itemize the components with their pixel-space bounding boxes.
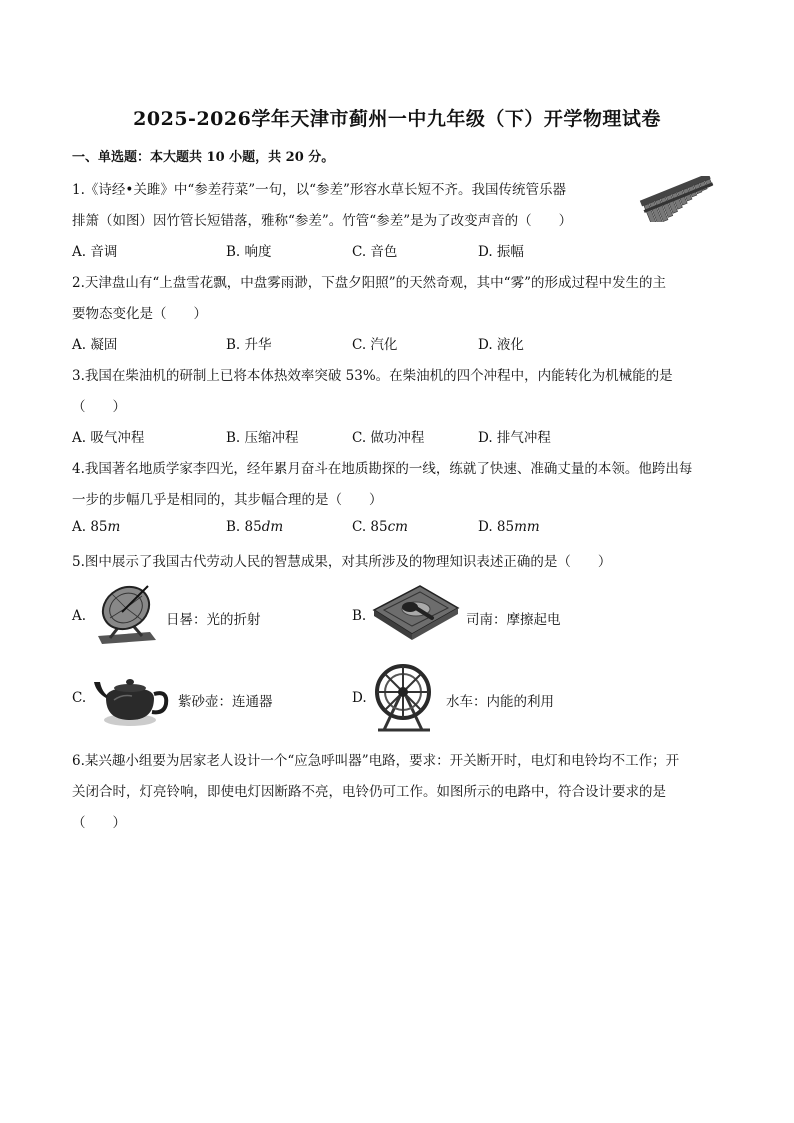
q1-option-c: C. 音色 bbox=[352, 244, 398, 260]
question-1-line-2: 排箫（如图）因竹管长短错落，雅称“参差”。竹管“参差”是为了改变声音的（ ） bbox=[72, 213, 573, 229]
q3-option-b: B. 压缩冲程 bbox=[226, 430, 299, 446]
q5-option-d-letter: D. bbox=[352, 690, 367, 706]
question-6-line-2: 关闭合时，灯亮铃响，即使电灯因断路不亮，电铃仍可工作。如图所示的电路中，符合设计要求的是 bbox=[72, 784, 666, 800]
q5-option-c-letter: C. bbox=[72, 690, 87, 706]
question-5-line-1: 5.图中展示了我国古代劳动人民的智慧成果，对其所涉及的物理知识表述正确的是（ ） bbox=[72, 554, 612, 570]
q2-option-a: A. 凝固 bbox=[72, 337, 118, 353]
q4-option-b: B. 85dm bbox=[226, 519, 284, 535]
question-6-line-3: （ ） bbox=[72, 815, 126, 831]
q3-option-d: D. 排气冲程 bbox=[478, 430, 551, 446]
q3-option-c: C. 做功冲程 bbox=[352, 430, 425, 446]
q2-option-c: C. 汽化 bbox=[352, 337, 398, 353]
q5-option-d-caption: 水车：内能的利用 bbox=[446, 694, 554, 710]
q5-option-b-letter: B. bbox=[352, 608, 367, 624]
q4-option-c: C. 85cm bbox=[352, 519, 408, 535]
question-2-line-2: 要物态变化是（ ） bbox=[72, 306, 207, 322]
q5-option-b-caption: 司南：摩擦起电 bbox=[466, 612, 561, 628]
q5-option-a-letter: A. bbox=[72, 608, 87, 624]
question-6-line-1: 6.某兴趣小组要为居家老人设计一个“应急呼叫器”电路，要求：开关断开时，电灯和电铃均不工作；开 bbox=[72, 753, 680, 769]
q1-option-b: B. 响度 bbox=[226, 244, 272, 260]
section-heading: 一、单选题：本大题共 10 小题，共 20 分。 bbox=[72, 150, 335, 165]
question-3-line-1: 3.我国在柴油机的研制上已将本体热效率突破 53%。在柴油机的四个冲程中，内能转化为机械能的是 bbox=[72, 368, 673, 384]
panpipe-icon bbox=[636, 176, 722, 222]
q4-option-a: A. 85m bbox=[72, 519, 121, 535]
question-4-line-1: 4.我国著名地质学家李四光，经年累月奋斗在地质勘探的一线，练就了快速、准确丈量的本领。他跨出每 bbox=[72, 461, 693, 477]
sundial-icon bbox=[90, 580, 162, 648]
q4-option-d: D. 85mm bbox=[478, 519, 540, 535]
teapot-icon bbox=[92, 668, 172, 728]
q2-option-d: D. 液化 bbox=[478, 337, 524, 353]
waterwheel-icon bbox=[370, 660, 438, 734]
q5-option-a-caption: 日晷：光的折射 bbox=[166, 612, 261, 628]
compass-spoon-icon bbox=[370, 580, 462, 644]
q5-option-c-caption: 紫砂壶：连通器 bbox=[178, 694, 273, 710]
question-4-line-2: 一步的步幅几乎是相同的，其步幅合理的是（ ） bbox=[72, 492, 383, 508]
q1-option-d: D. 振幅 bbox=[478, 244, 524, 260]
question-1-line-1: 1.《诗经•关雎》中“参差荇菜”一句，以“参差”形容水草长短不齐。我国传统管乐器 bbox=[72, 182, 566, 198]
question-2-line-1: 2.天津盘山有“上盘雪花飘，中盘雾雨渺，下盘夕阳照”的天然奇观，其中“雾”的形成过程中发生的主 bbox=[72, 275, 666, 291]
q3-option-a: A. 吸气冲程 bbox=[72, 430, 145, 446]
q1-option-a: A. 音调 bbox=[72, 244, 118, 260]
q2-option-b: B. 升华 bbox=[226, 337, 272, 353]
question-3-line-2: （ ） bbox=[72, 399, 126, 415]
page-title: 2025-2026学年天津市蓟州一中九年级（下）开学物理试卷 bbox=[133, 108, 661, 130]
